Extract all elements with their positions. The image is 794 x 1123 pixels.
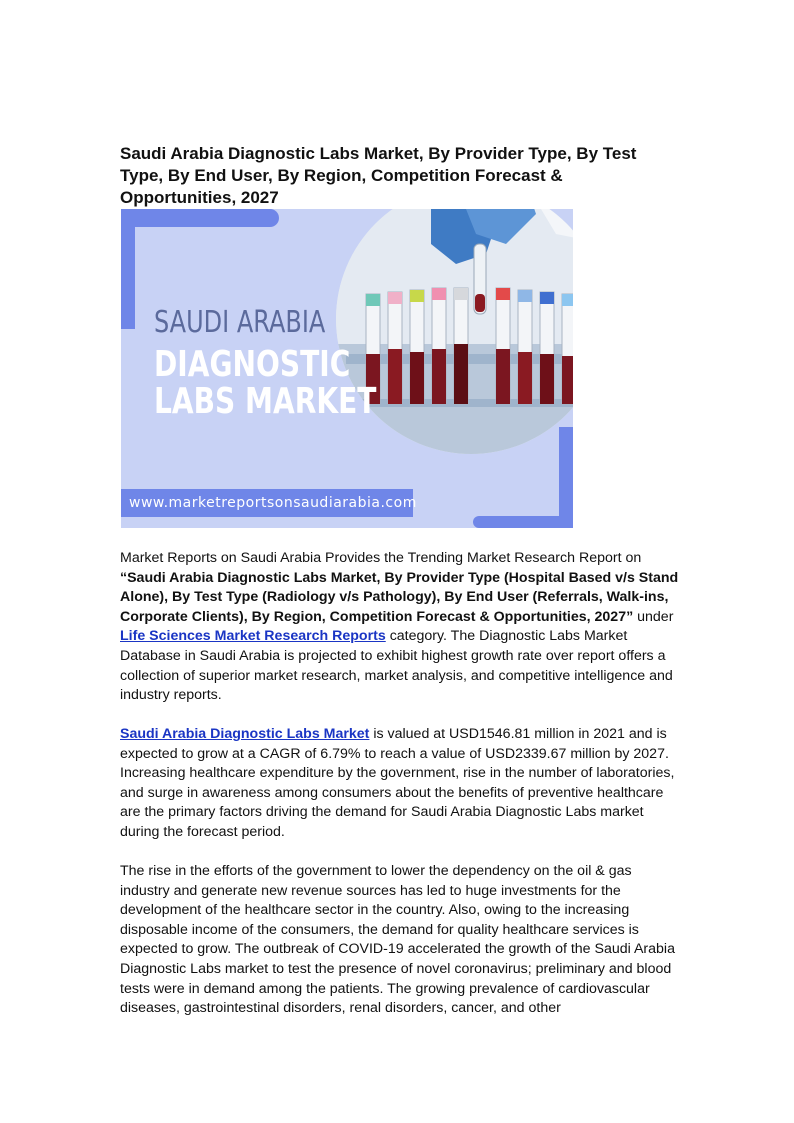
under-text: under [633, 608, 674, 625]
intro-text: Market Reports on Saudi Arabia Provides the Trending Market Research Report on [120, 550, 642, 566]
intro-rest-text: category. The Diagnostic Labs Market Database in Saudi Arabia is projected to exhibit highest growth rate over report offers a collection of superior market research, market analysis, and competitive intelligence and industry reports. [120, 628, 673, 704]
banner-accent-top [121, 209, 279, 227]
banner-accent-left [121, 209, 135, 329]
growth-drivers-paragraph: The rise in the efforts of the government to lower the dependency on the oil & gas industry and generate new revenue sources has led to huge investments for the development of the healthcare sector in the country. Also, owing to the increasing disposable income of the consumers, the demand for quality healthcare services is expected to grow. The outbreak of COVID-19 accelerated the growth of the Saudi Arabia Diagnostic Labs market to test the presence of novel coronavirus; preliminary and blood tests were in demand among the patients. The growing prevalence of cardiovascular diseases, gastrointestinal disorders, renal disorders, cancer, and other [120, 863, 675, 1017]
life-sciences-reports-link[interactable]: Life Sciences Market Research Reports [120, 628, 386, 645]
banner-line-country: SAUDI ARABIA [154, 305, 326, 340]
intro-paragraph [120, 549, 680, 706]
banner-accent-right [559, 427, 573, 528]
report-banner-image [121, 209, 573, 528]
market-value-paragraph [120, 725, 680, 843]
banner-line-market: LABS MARKET [154, 381, 377, 422]
market-value-text: is valued at USD1546.81 million in 2021 and is expected to grow at a CAGR of 6.79% to reach a value of USD2339.67 million by 2027. Increasing healthcare expenditure by the government, rise in the number of laboratories, and surge in awareness among consumers about the benefits of preventive healthcare are the primary factors driving the demand for Saudi Arabia Diagnostic Labs market during the forecast period. [120, 726, 675, 840]
banner-line-topic: DIAGNOSTIC [154, 344, 351, 385]
report-name: “Saudi Arabia Diagnostic Labs Market, By Provider Type (Hospital Based v/s Stand Alone), By Test Type (Radiology v/s Pathology), By End User (Referrals, Walk-ins, Corporate Clients), By Region, Competition Forecast & Opportunities, 2027” [120, 569, 679, 625]
banner-accent-bottom [473, 516, 573, 528]
page-title: Saudi Arabia Diagnostic Labs Market, By Provider Type, By Test Type, By End User, By Region, Competition Forecast & Opportunities, 2027 [120, 144, 637, 207]
banner-website-url: www.marketreportsonsaudiarabia.com [121, 489, 413, 517]
diagnostic-labs-market-link[interactable]: Saudi Arabia Diagnostic Labs Market [120, 726, 370, 742]
